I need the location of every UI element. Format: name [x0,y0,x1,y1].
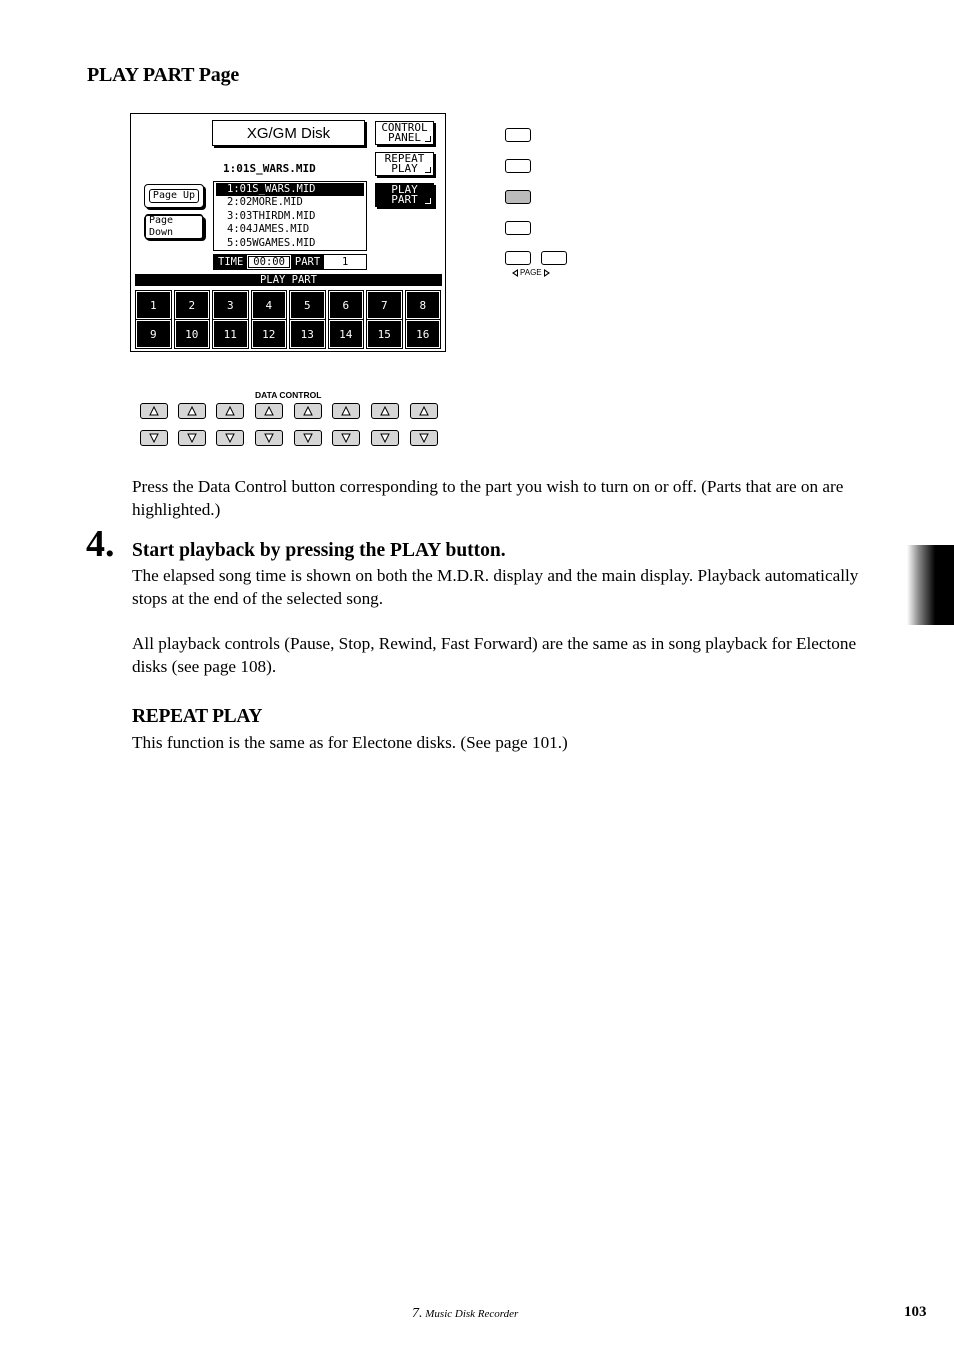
data-control-down-button-5[interactable] [294,430,322,446]
play-part-line2: PART [391,193,418,206]
step-number: 4. [86,523,115,565]
arrow-up-icon [419,406,429,416]
panel-button-4[interactable] [505,221,531,235]
elapsed-paragraph: The elapsed song time is shown on both the M.D.R. display and the main display. Playback automatically stops at the end of the selected song. [132,566,859,608]
controls-paragraph: All playback controls (Pause, Stop, Rewind, Fast Forward) are the same as in song playback for Electone disks (see page 108). [132,634,857,676]
part-value: 1 [341,256,349,268]
part-cell[interactable]: 1 [135,290,172,320]
repeat-play-button[interactable] [375,152,434,176]
control-panel-button[interactable] [375,121,434,145]
page-up-label: Page Up [149,189,199,203]
part-label: PART [291,255,324,269]
data-control-up-button-8[interactable] [410,403,438,419]
arrow-up-icon [264,406,274,416]
part-cell[interactable]: 11 [212,319,249,349]
data-control-down-button-3[interactable] [216,430,244,446]
arrow-up-icon [149,406,159,416]
data-control-up-button-1[interactable] [140,403,168,419]
part-cell[interactable]: 3 [212,290,249,320]
panel-button-2[interactable] [505,159,531,173]
lcd-title: XG/GM Disk [212,120,365,146]
arrow-down-icon [225,433,235,443]
part-cell[interactable]: 2 [174,290,211,320]
data-control-down-button-4[interactable] [255,430,283,446]
part-cell[interactable]: 15 [366,319,403,349]
footer-chapter-number: 7. [412,1306,423,1321]
arrow-up-icon [341,406,351,416]
arrow-down-icon [380,433,390,443]
part-cell[interactable]: 8 [405,290,442,320]
control-panel-line2: PANEL [387,131,422,144]
press-paragraph: Press the Data Control button corresponding to the part you wish to turn on or off. (Parts that are on are highlighted.) [132,477,844,519]
footer-chapter-title: Music Disk Recorder [425,1308,519,1320]
arrow-up-icon [187,406,197,416]
play-part-bar: PLAY PART [135,274,442,286]
panel-button-3-active[interactable] [505,190,531,204]
part-cell[interactable]: 7 [366,290,403,320]
file-item[interactable]: 2:02MORE.MID [227,196,303,209]
current-file: 1:01S_WARS.MID [223,162,316,175]
page-down-button[interactable] [144,215,204,239]
data-control-up-button-7[interactable] [371,403,399,419]
arrow-down-icon [341,433,351,443]
part-cell[interactable]: 4 [251,290,288,320]
arrow-up-icon [303,406,313,416]
data-control-label: DATA CONTROL [255,390,322,400]
arrow-down-icon [419,433,429,443]
part-cell[interactable]: 10 [174,319,211,349]
play-part-button[interactable] [375,183,434,207]
triangle-right-icon [544,269,550,277]
file-item[interactable]: 3:03THIRDM.MID [227,209,316,222]
file-item[interactable]: 5:05WGAMES.MID [227,236,316,249]
arrow-down-icon [187,433,197,443]
data-control-up-button-5[interactable] [294,403,322,419]
data-control-up-button-4[interactable] [255,403,283,419]
file-item[interactable]: 4:04JAMES.MID [227,223,310,236]
data-control-down-button-1[interactable] [140,430,168,446]
page-label-text: PAGE [520,268,542,277]
repeat-play-line1: REPEAT [384,152,425,165]
play-part-line1: PLAY [391,183,418,196]
lcd-screen [130,113,446,352]
page-label [512,268,550,277]
page-number: 103 [904,1304,927,1320]
part-cell[interactable]: 16 [405,319,442,349]
section-title: PLAY PART Page [87,64,240,86]
panel-button-1[interactable] [505,128,531,142]
part-cell[interactable]: 13 [289,319,326,349]
arrow-down-icon [264,433,274,443]
control-panel-line1: CONTROL [381,121,428,134]
time-label: TIME [214,255,247,269]
page-left-button[interactable] [505,251,531,265]
data-control-up-button-3[interactable] [216,403,244,419]
arrow-down-icon [149,433,159,443]
part-cell[interactable]: 14 [328,319,365,349]
step-heading: Start playback by pressing the PLAY button. [132,540,506,561]
part-cell[interactable]: 12 [251,319,288,349]
arrow-down-icon [303,433,313,443]
part-row-1 [135,290,444,320]
file-item[interactable]: 1:01S_WARS.MID [216,183,364,196]
data-control-down-button-2[interactable] [178,430,206,446]
page-right-button[interactable] [541,251,567,265]
part-row-2 [135,319,444,349]
data-control-down-button-8[interactable] [410,430,438,446]
file-list [213,181,367,251]
repeat-paragraph: This function is the same as for Electone disks. (See page 101.) [132,733,568,752]
page-down-label: Page Down [145,214,203,240]
data-control-up-button-2[interactable] [178,403,206,419]
status-row [213,254,367,270]
part-cell[interactable]: 9 [135,319,172,349]
data-control-down-button-7[interactable] [371,430,399,446]
part-cell[interactable]: 5 [289,290,326,320]
time-value: 00:00 [248,256,290,268]
repeat-play-line2: PLAY [391,162,418,175]
data-control-down-button-6[interactable] [332,430,360,446]
page-up-button[interactable] [144,184,204,208]
triangle-left-icon [512,269,518,277]
arrow-up-icon [380,406,390,416]
chapter-thumb-tab [907,545,954,625]
part-cell[interactable]: 6 [328,290,365,320]
data-control-up-button-6[interactable] [332,403,360,419]
repeat-play-heading: REPEAT PLAY [132,706,263,727]
arrow-up-icon [225,406,235,416]
footer-chapter [412,1306,518,1322]
